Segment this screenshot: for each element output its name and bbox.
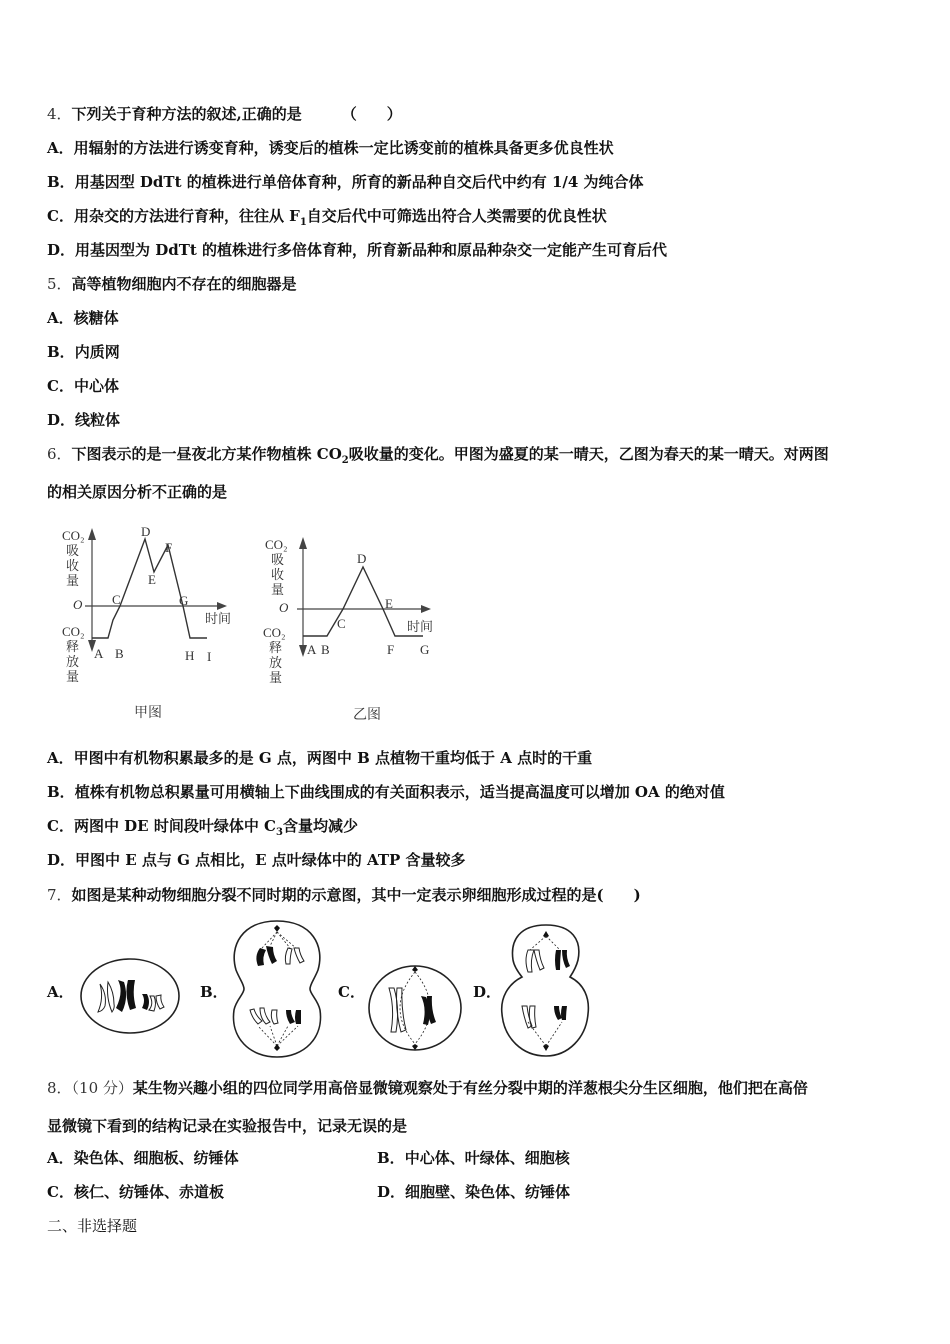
q6-stem-cont: 的相关原因分析不正确的是 [47,483,228,501]
q4-paren: （ ） [341,105,402,123]
jia-origin: O [73,597,83,612]
q7-stem: 7．如图是某种动物细胞分裂不同时期的示意图，其中一定表示卵细胞形成过程的是( ) [47,886,641,904]
svg-text:C: C [337,616,346,631]
cell-d-diagram [500,922,590,1060]
svg-text:释: 释 [269,640,283,655]
q5-option-a: A．核糖体 [47,309,119,327]
q4-option-d: D．用基因型为 DdTt 的植株进行多倍体育种，所育新品种和原品种杂交一定能产生可育后代 [47,241,668,259]
q5-option-d: D．线粒体 [47,411,121,429]
svg-text:G: G [420,642,430,657]
svg-text:放: 放 [66,654,80,669]
svg-text:放: 放 [269,655,283,670]
q7-option-c-label: C． [338,983,365,1001]
q6-stem: 6．下图表示的是一昼夜北方某作物植株 $CO_2$吸收量的变化。甲图为盛夏的某一晴天，乙图为春天的某一晴天。对两图 [47,445,829,466]
svg-text:量: 量 [271,582,285,597]
svg-text:E: E [385,596,393,611]
svg-text:释: 释 [66,639,80,654]
q6-option-b: B．植株有机物总积累量可用横轴上下曲线围成的有关面积表示，适当提高温度可以增加 OA 的绝对值 [47,783,725,801]
q4-stem [47,103,402,124]
svg-text:F: F [165,540,173,555]
q4-number: 4． [47,105,72,123]
q8-option-a: A．染色体、细胞板、纺锤体 [47,1149,239,1167]
q6-option-d: D．甲图中 E 点与 G 点相比，E 点叶绿体中的 ATP 含量较多 [47,851,466,869]
q7-option-d-label: D． [473,983,502,1001]
svg-text:D: D [141,524,151,539]
jia-caption: 甲图 [134,705,162,721]
jia-point-a: A [94,646,104,661]
q4-option-a: A．用辐射的方法进行诱变育种，诱变后的植株一定比诱变前的植株具备更多优良性状 [47,139,614,157]
q5-option-c: C．中心体 [47,377,119,395]
svg-text:CO₂: CO₂ [263,625,286,640]
q8-stem: 8．（10 分）某生物兴趣小组的四位同学用高倍显微镜观察处于有丝分裂中期的洋葱根尖分生区细胞，他们把在高倍 [47,1079,808,1097]
jia-xlabel: 时间 [205,611,232,626]
svg-text:CO₂: CO₂ [265,537,288,552]
svg-text:E: E [148,572,156,587]
q4-text: 下列关于育种方法的叙述,正确的是 [71,105,302,123]
svg-text:量: 量 [66,573,80,588]
q8-stem-cont: 显微镜下看到的结构记录在实验报告中，记录无误的是 [47,1117,408,1135]
svg-text:I: I [207,649,212,664]
q5-stem: 5．高等植物细胞内不存在的细胞器是 [47,275,297,293]
section-2-heading: 二、非选择题 [47,1217,138,1235]
svg-text:时间: 时间 [407,619,434,634]
svg-text:量: 量 [66,669,80,684]
q7-option-a-label: A． [47,983,74,1001]
graph-yi [255,525,445,725]
svg-text:乙图: 乙图 [353,707,381,723]
q4-option-b: B．用基因型 DdTt 的植株进行单倍体育种，所育的新品种自交后代中约有 1/4 为纯合体 [47,173,644,191]
svg-text:D: D [357,551,367,566]
svg-text:O: O [279,600,289,615]
svg-text:H: H [185,648,195,663]
q8-option-b: B．中心体、叶绿体、细胞核 [377,1149,570,1167]
svg-text:量: 量 [269,670,283,685]
q7-option-b-label: B． [200,983,228,1001]
q8-option-d: D．细胞壁、染色体、纺锤体 [377,1183,571,1201]
q5-option-b: B．内质网 [47,343,120,361]
svg-text:F: F [387,642,395,657]
svg-text:吸: 吸 [271,552,285,567]
jia-ylabel-co2: CO₂ [62,528,85,543]
q4-option-c: C．用杂交的方法进行育种，往往从 $F_1$自交后代中可筛选出符合人类需要的优良性状 [47,207,607,228]
graph-jia [55,520,240,725]
svg-text:B: B [321,642,330,657]
cell-c-diagram [365,962,465,1054]
svg-text:A: A [307,642,317,657]
svg-text:B: B [115,646,124,661]
svg-text:C: C [112,592,121,607]
svg-text:CO₂: CO₂ [62,624,85,639]
svg-text:吸: 吸 [66,543,80,558]
q6-option-a: A．甲图中有机物积累最多的是 G 点，两图中 B 点植物干重均低于 A 点时的干重 [47,749,593,767]
svg-text:收: 收 [66,558,80,573]
q8-option-c: C．核仁、纺锤体、赤道板 [47,1183,224,1201]
q6-option-c: C．两图中 DE 时间段叶绿体中 $C_3$含量均减少 [47,817,358,838]
cell-a-diagram [78,956,183,1036]
svg-text:收: 收 [271,567,285,582]
cell-b-diagram [230,918,325,1060]
svg-text:G: G [179,593,189,608]
